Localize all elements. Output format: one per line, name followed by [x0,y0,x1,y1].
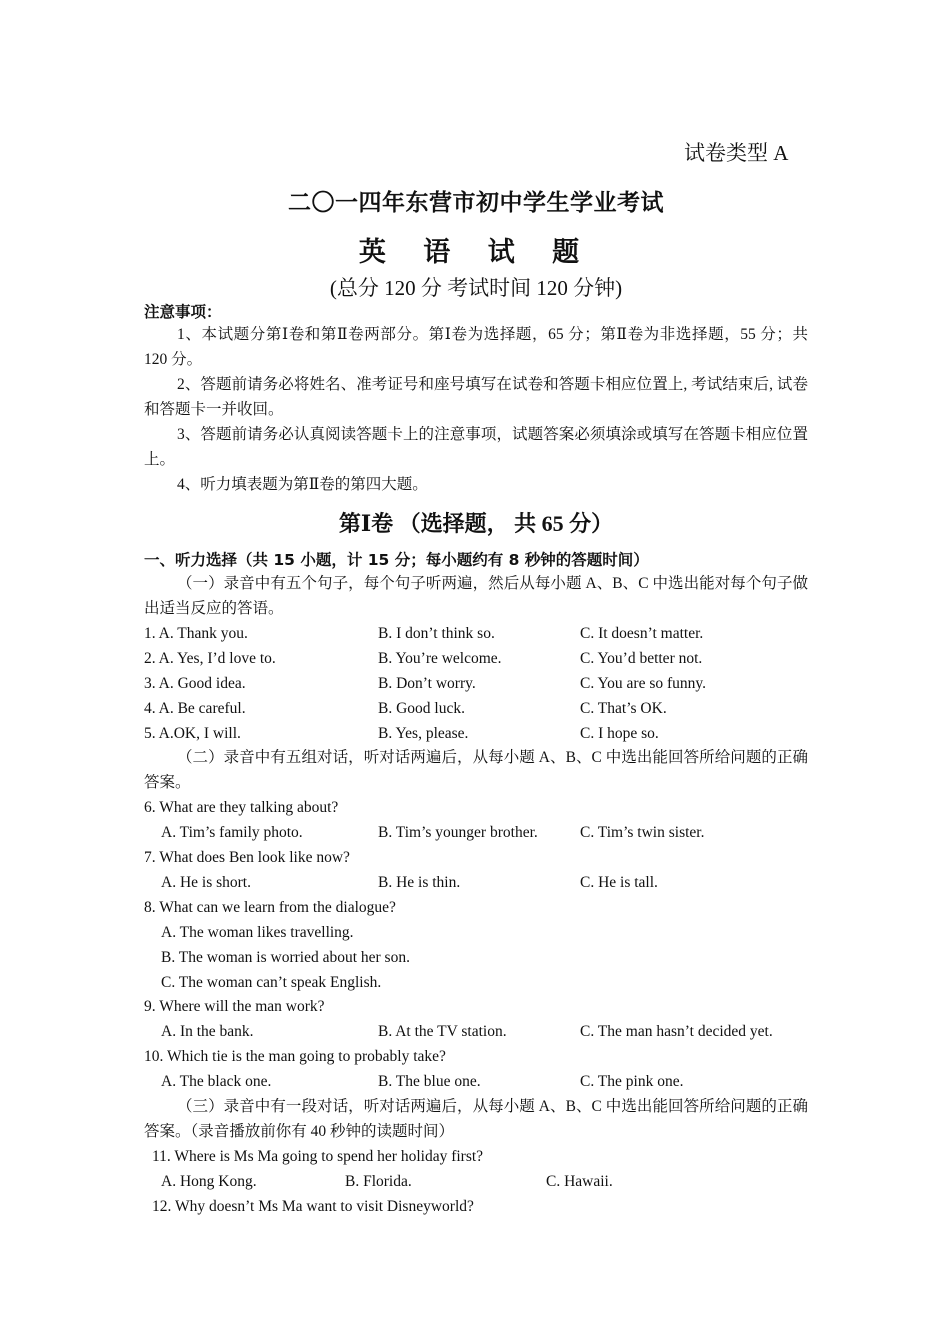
option-b: B. The woman is worried about her son. [161,949,410,966]
option-a: 4. A. Be careful. [144,700,246,717]
option-a: A. The woman likes travelling. [161,924,354,941]
question-stem [0,1044,950,1069]
question-options [0,870,950,895]
option-b: B. I don’t think so. [378,625,495,642]
sub2-instructions: （二）录音中有五组对话，听对话两遍后，从每小题 A、B、C 中选出能回答所给问题的正确答案。 [144,749,808,791]
option-a: 5. A.OK, I will. [144,725,241,742]
question-7: 7. What does Ben look like now? [144,849,350,866]
option-c: C. He is tall. [580,874,658,891]
question-stem [0,795,950,820]
question-stem [0,845,950,870]
option-a: A. He is short. [161,874,251,891]
question-12: 12. Why doesn’t Ms Ma want to visit Disneyworld? [152,1198,474,1215]
notice-item-1: 1、本试题分第Ⅰ卷和第Ⅱ卷两部分。第Ⅰ卷为选择题，65 分；第Ⅱ卷为非选择题，55 分；共 120 分。 [144,326,808,368]
option-a: 2. A. Yes, I’d love to. [144,650,276,667]
option-c: C. You are so funny. [580,675,707,692]
sub1-instructions: （一）录音中有五个句子，每个句子听两遍，然后从每小题 A、B、C 中选出能对每个句子做出适当反应的答语。 [144,575,808,617]
option-b: B. The blue one. [378,1073,481,1090]
question-options [0,945,950,970]
question-options [0,1019,950,1044]
option-a: A. In the bank. [161,1023,254,1040]
option-a: A. Tim’s family photo. [161,824,303,841]
question-options [0,820,950,845]
sub3-instructions: （三）录音中有一段对话，听对话两遍后，从每小题 A、B、C 中选出能回答所给问题的正确答案。（录音播放前你有 40 秒钟的读题时间） [144,1098,808,1140]
notice-item-3: 3、答题前请务必认真阅读答题卡上的注意事项，试题答案必须填涂或填写在答题卡相应位置上。 [144,426,808,468]
option-c: C. You’d better not. [580,650,703,667]
exam-title: 二〇一四年东营市初中学生学业考试 [288,190,664,216]
question-row [0,721,950,746]
question-row [0,696,950,721]
option-c: C. It doesn’t matter. [580,625,704,642]
question-stem [0,1194,950,1219]
question-6: 6. What are they talking about? [144,799,339,816]
section-title: 一、听力选择（共 15 小题，计 15 分；每小题约有 8 秒钟的答题时间） [144,551,649,569]
subject-title: 英 语 试 题 [358,237,594,268]
option-b: B. You’re welcome. [378,650,502,667]
score-info: (总分 120 分 考试时间 120 分钟) [329,276,623,300]
option-c: C. I hope so. [580,725,659,742]
question-row [0,646,950,671]
question-8: 8. What can we learn from the dialogue? [144,899,396,916]
question-11: 11. Where is Ms Ma going to spend her holiday first? [152,1148,484,1165]
option-a: A. Hong Kong. [161,1173,257,1190]
option-b: B. Tim’s younger brother. [378,824,538,841]
option-c: C. That’s OK. [580,700,667,717]
question-options [0,1169,950,1194]
option-b: B. He is thin. [378,874,461,891]
question-stem [0,1144,950,1169]
question-options [0,920,950,945]
option-c: C. The pink one. [580,1073,684,1090]
question-options [0,970,950,995]
option-c: C. The man hasn’t decided yet. [580,1023,773,1040]
option-b: B. Yes, please. [378,725,469,742]
option-b: B. At the TV station. [378,1023,507,1040]
question-row [0,621,950,646]
option-a: 1. A. Thank you. [144,625,248,642]
option-b: B. Florida. [345,1173,412,1190]
option-c: C. Tim’s twin sister. [580,824,705,841]
notice-title: 注意事项： [144,303,222,321]
option-b: B. Good luck. [378,700,465,717]
option-c: C. The woman can’t speak English. [161,974,382,991]
question-9: 9. Where will the man work? [144,998,325,1015]
notice-item-4: 4、听力填表题为第Ⅱ卷的第四大题。 [177,476,428,493]
option-c: C. Hawaii. [546,1173,613,1190]
question-stem [0,994,950,1019]
question-row [0,671,950,696]
option-a: A. The black one. [161,1073,272,1090]
option-a: 3. A. Good idea. [144,675,246,692]
question-10: 10. Which tie is the man going to probably take? [144,1048,446,1065]
paper-type-label: 试卷类型 A [684,141,789,165]
part-title: 第Ⅰ卷 （选择题， 共 65 分） [338,511,614,536]
option-b: B. Don’t worry. [378,675,476,692]
notice-item-2: 2、答题前请务必将姓名、准考证号和座号填写在试卷和答题卡相应位置上, 考试结束后, 试卷和答题卡一并收回。 [144,376,808,418]
question-stem [0,895,950,920]
question-options [0,1069,950,1094]
